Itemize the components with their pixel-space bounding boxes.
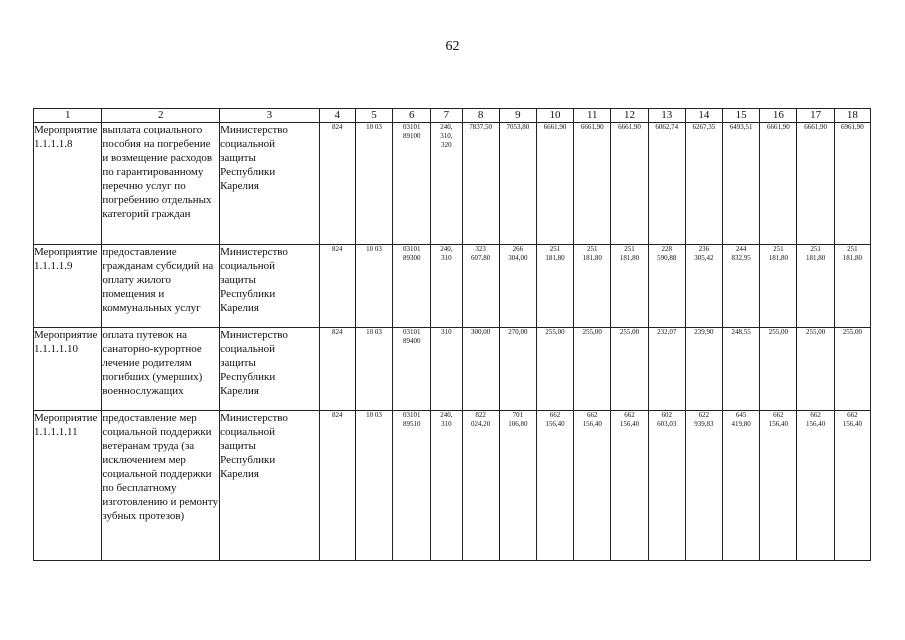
- value-cell: 255,00: [611, 328, 648, 411]
- value-cell: 255,00: [574, 328, 611, 411]
- column-header: 2: [102, 109, 220, 123]
- vr-cell: 240, 310: [431, 245, 462, 328]
- rzpr-cell: 10 03: [355, 245, 392, 328]
- value-cell: 255,00: [536, 328, 573, 411]
- value-cell: 232,07: [648, 328, 685, 411]
- value-cell: 662 156,40: [611, 411, 648, 561]
- value-cell: 6661,90: [760, 123, 797, 245]
- table-row: [34, 411, 871, 561]
- executor-cell: Министерство социальной защиты Республики Карелия: [220, 245, 320, 328]
- value-cell: 662 156,40: [797, 411, 834, 561]
- column-header: 10: [536, 109, 573, 123]
- value-cell: 236 305,42: [685, 245, 722, 328]
- column-header: 4: [319, 109, 355, 123]
- vr-cell: 240, 310, 320: [431, 123, 462, 245]
- value-cell: 270,00: [499, 328, 536, 411]
- value-cell: 6267,35: [685, 123, 722, 245]
- value-cell: 323 607,80: [462, 245, 499, 328]
- grbs-cell: 824: [319, 245, 355, 328]
- description-cell: оплата путевок на санаторно-курортное лечение родителям погибших (умерших) военнослужащих: [102, 328, 220, 411]
- value-cell: 6661,90: [611, 123, 648, 245]
- value-cell: 251 181,80: [574, 245, 611, 328]
- value-cell: 6661,90: [797, 123, 834, 245]
- column-header: 9: [499, 109, 536, 123]
- value-cell: 822 024,20: [462, 411, 499, 561]
- csr-cell: 03101 89510: [393, 411, 431, 561]
- description-cell: предоставление гражданам субсидий на оплату жилого помещения и коммунальных услуг: [102, 245, 220, 328]
- column-header: 15: [723, 109, 760, 123]
- page-number: 62: [445, 39, 460, 54]
- executor-cell: Министерство социальной защиты Республики Карелия: [220, 411, 320, 561]
- csr-cell: 03101 89300: [393, 245, 431, 328]
- executor-cell: Министерство социальной защиты Республики Карелия: [220, 123, 320, 245]
- column-header: 12: [611, 109, 648, 123]
- grbs-cell: 824: [319, 123, 355, 245]
- value-cell: 251 181,80: [536, 245, 573, 328]
- header-row: [34, 109, 871, 123]
- column-header: 8: [462, 109, 499, 123]
- activity-cell: Мероприятие 1.1.1.1.8: [34, 123, 102, 245]
- table-body: [34, 123, 871, 561]
- value-cell: 251 181,80: [797, 245, 834, 328]
- activity-cell: Мероприятие 1.1.1.1.11: [34, 411, 102, 561]
- column-header: 5: [355, 109, 392, 123]
- value-cell: 662 156,40: [834, 411, 870, 561]
- rzpr-cell: 10 03: [355, 411, 392, 561]
- value-cell: 6961,90: [834, 123, 870, 245]
- column-header: 18: [834, 109, 870, 123]
- rzpr-cell: 10 03: [355, 328, 392, 411]
- value-cell: 6661,90: [536, 123, 573, 245]
- column-header: 16: [760, 109, 797, 123]
- value-cell: 251 181,80: [834, 245, 870, 328]
- value-cell: 255,00: [760, 328, 797, 411]
- vr-cell: 310: [431, 328, 462, 411]
- value-cell: 662 156,40: [536, 411, 573, 561]
- grbs-cell: 824: [319, 411, 355, 561]
- column-header: 17: [797, 109, 834, 123]
- value-cell: 255,00: [797, 328, 834, 411]
- column-header: 13: [648, 109, 685, 123]
- value-cell: 7837,50: [462, 123, 499, 245]
- table-row: [34, 328, 871, 411]
- csr-cell: 03101 89400: [393, 328, 431, 411]
- value-cell: 662 156,40: [760, 411, 797, 561]
- value-cell: 6493,51: [723, 123, 760, 245]
- column-header: 14: [685, 109, 722, 123]
- value-cell: 251 181,80: [611, 245, 648, 328]
- value-cell: 255,00: [834, 328, 870, 411]
- executor-cell: Министерство социальной защиты Республики Карелия: [220, 328, 320, 411]
- value-cell: 662 156,40: [574, 411, 611, 561]
- table-header: [34, 109, 871, 123]
- description-cell: выплата социального пособия на погребение и возмещение расходов по гарантированному перечню услуг по погребению отдельных категорий граждан: [102, 123, 220, 245]
- table-row: [34, 245, 871, 328]
- csr-cell: 03101 89100: [393, 123, 431, 245]
- value-cell: 248,55: [723, 328, 760, 411]
- activity-cell: Мероприятие 1.1.1.1.9: [34, 245, 102, 328]
- activity-cell: Мероприятие 1.1.1.1.10: [34, 328, 102, 411]
- column-header: 11: [574, 109, 611, 123]
- value-cell: 266 304,00: [499, 245, 536, 328]
- value-cell: 701 106,80: [499, 411, 536, 561]
- value-cell: 228 590,88: [648, 245, 685, 328]
- description-cell: предоставление мер социальной поддержки ветеранам труда (за исключением мер социальной поддержки по бесплатному изготовлению и ремонту зубных протезов): [102, 411, 220, 561]
- value-cell: 7053,80: [499, 123, 536, 245]
- value-cell: 239,90: [685, 328, 722, 411]
- column-header: 7: [431, 109, 462, 123]
- budget-table: [33, 108, 871, 561]
- value-cell: 251 181,80: [760, 245, 797, 328]
- vr-cell: 240, 310: [431, 411, 462, 561]
- column-header: 1: [34, 109, 102, 123]
- value-cell: 645 419,80: [723, 411, 760, 561]
- value-cell: 244 832,95: [723, 245, 760, 328]
- value-cell: 300,00: [462, 328, 499, 411]
- value-cell: 602 603,03: [648, 411, 685, 561]
- value-cell: 6062,74: [648, 123, 685, 245]
- column-header: 6: [393, 109, 431, 123]
- column-header: 3: [220, 109, 320, 123]
- table-row: [34, 123, 871, 245]
- value-cell: 622 939,83: [685, 411, 722, 561]
- value-cell: 6661,90: [574, 123, 611, 245]
- grbs-cell: 824: [319, 328, 355, 411]
- rzpr-cell: 10 03: [355, 123, 392, 245]
